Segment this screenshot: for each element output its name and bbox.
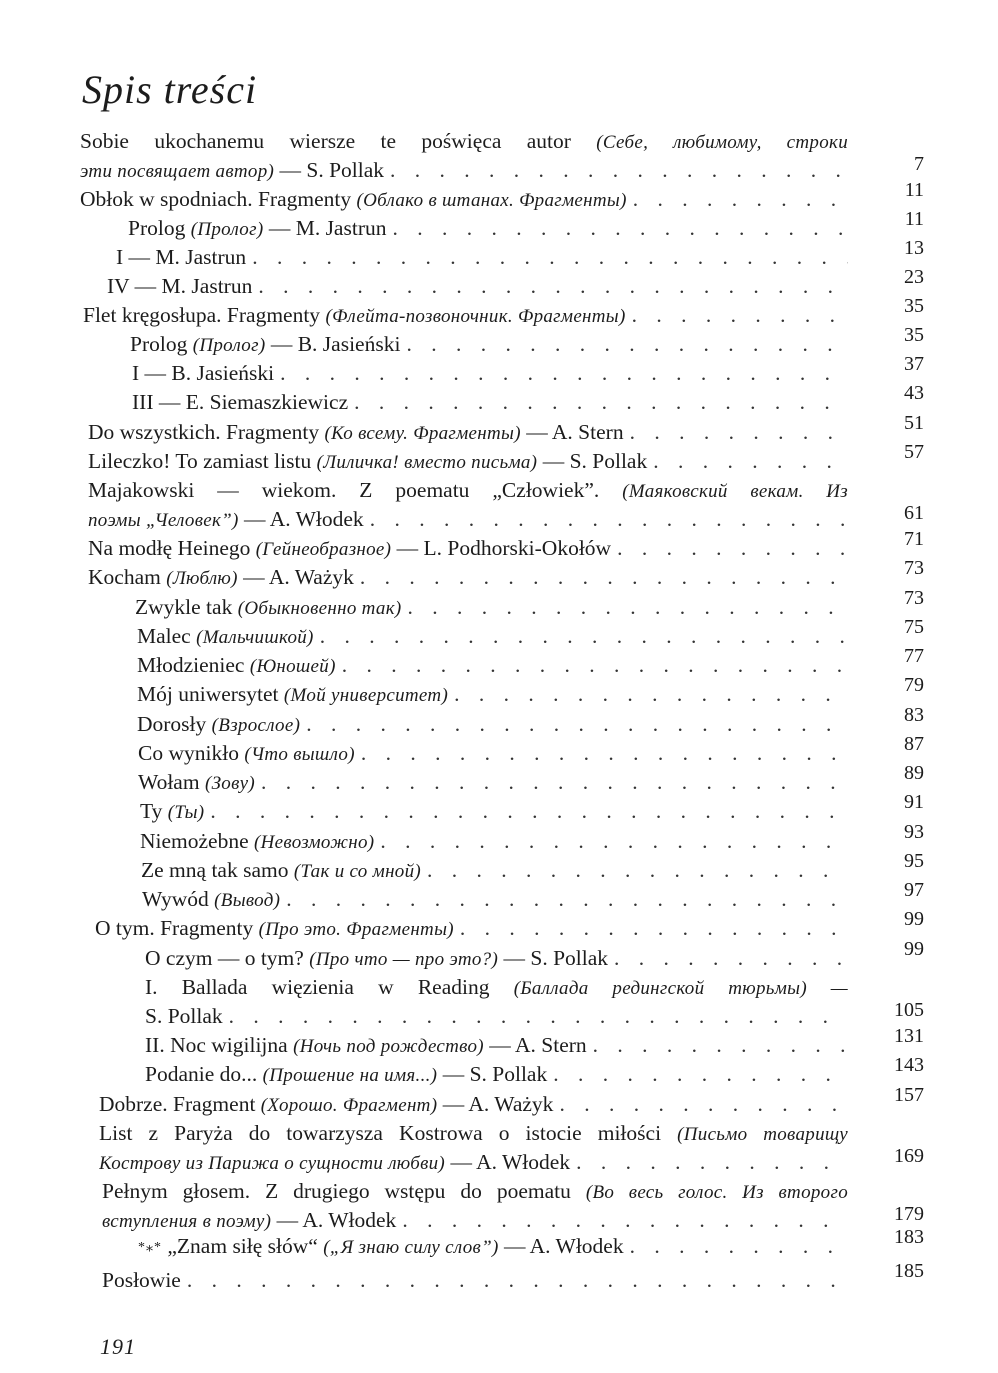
toc-entry-line bbox=[88, 505, 848, 533]
entry-page-number: 97 bbox=[904, 879, 924, 901]
entry-page-number: 89 bbox=[904, 762, 924, 784]
toc-entry-line bbox=[80, 127, 848, 155]
toc-entry bbox=[138, 1226, 998, 1260]
entry-translator: — A. Ważyk bbox=[243, 565, 354, 589]
toc-entry bbox=[140, 791, 998, 825]
entry-page-number: 143 bbox=[894, 1054, 924, 1076]
toc-entry bbox=[88, 412, 998, 446]
entry-title: Wywód bbox=[142, 887, 209, 911]
entry-russian-title: (Прошение на имя...) bbox=[262, 1065, 438, 1086]
entry-russian-title: (Ко всему. Фрагменты) bbox=[324, 423, 521, 444]
dot-leader bbox=[342, 651, 848, 679]
dot-leader bbox=[252, 243, 848, 271]
entry-title: Posłowie bbox=[102, 1268, 181, 1292]
toc-entry-line bbox=[140, 827, 848, 855]
toc-entry bbox=[145, 973, 998, 1028]
dot-leader bbox=[390, 156, 848, 184]
toc-entry bbox=[137, 645, 998, 679]
dot-leader bbox=[392, 214, 848, 242]
entry-title: Do wszystkich. Fragmenty bbox=[88, 420, 320, 444]
entry-title: „Znam siłę słów“ bbox=[167, 1234, 318, 1258]
entry-russian-title: (Гейнеобразное) bbox=[255, 539, 392, 560]
toc-entry bbox=[88, 557, 998, 591]
entry-russian-title: (Люблю) bbox=[166, 568, 238, 589]
dot-leader bbox=[460, 914, 848, 942]
entry-russian-title: (Ты) bbox=[167, 802, 205, 823]
toc-entry-line bbox=[135, 593, 848, 621]
entry-russian-title: (Мой университет) bbox=[283, 685, 449, 706]
toc-entry bbox=[138, 762, 998, 796]
dot-leader bbox=[229, 1002, 848, 1030]
toc-entry-line bbox=[80, 156, 848, 184]
dot-leader bbox=[210, 797, 848, 825]
dot-leader bbox=[360, 563, 848, 591]
entry-translator: — S. Pollak bbox=[442, 1062, 548, 1086]
toc-entry-line bbox=[132, 388, 848, 416]
entry-page-number: 83 bbox=[904, 704, 924, 726]
toc-entry bbox=[137, 616, 998, 650]
dot-leader bbox=[653, 447, 848, 475]
entry-title: Zwykle tak bbox=[135, 595, 233, 619]
entry-page-number: 11 bbox=[904, 179, 924, 201]
dot-leader bbox=[593, 1031, 848, 1059]
toc-entry-line bbox=[116, 243, 848, 271]
toc-entry bbox=[141, 850, 998, 884]
entry-title: Niemożebne bbox=[140, 829, 249, 853]
toc-entry bbox=[130, 324, 998, 358]
entry-russian-title: поэмы „Человек”) bbox=[88, 510, 239, 531]
entry-translator: — L. Podhorski-Okołów bbox=[396, 536, 612, 560]
entry-russian-title: (Пролог) bbox=[190, 219, 264, 240]
entry-title: Podanie do... bbox=[145, 1062, 258, 1086]
entry-title: I — B. Jasieński bbox=[132, 361, 275, 385]
entry-russian-title: (Ночь под рождество) bbox=[293, 1036, 484, 1057]
entry-translator: — A. Stern bbox=[526, 420, 624, 444]
toc-entry bbox=[132, 353, 998, 387]
dot-leader bbox=[258, 272, 848, 300]
toc-entry-line bbox=[137, 710, 848, 738]
toc-entry-line bbox=[80, 185, 848, 213]
entry-page-number: 169 bbox=[894, 1145, 924, 1167]
entry-title: I. Ballada więzienia w Reading bbox=[145, 975, 490, 999]
dot-leader bbox=[633, 185, 848, 213]
entry-translator: — S. Pollak bbox=[503, 946, 609, 970]
entry-translator: — A. Ważyk bbox=[442, 1092, 554, 1116]
entry-title: List z Paryża do towarzysza Kostrowa o istocie miłości bbox=[99, 1121, 662, 1145]
toc-entry-line bbox=[137, 651, 848, 679]
entry-title: Flet kręgosłupa. Fragmenty bbox=[83, 303, 321, 327]
entry-page-number: 23 bbox=[904, 266, 924, 288]
dot-leader bbox=[280, 359, 848, 387]
entry-page-number: 73 bbox=[904, 557, 924, 579]
dot-leader bbox=[261, 768, 848, 796]
entry-russian-title: (Письмо товарищу bbox=[677, 1124, 848, 1145]
toc-entry bbox=[145, 1025, 998, 1059]
entry-translator: — A. Włodek bbox=[450, 1150, 571, 1174]
entry-page-number: 77 bbox=[904, 645, 924, 667]
entry-page-number: 99 bbox=[904, 908, 924, 930]
entry-page-number: 75 bbox=[904, 616, 924, 638]
dot-leader bbox=[630, 418, 848, 446]
dot-leader bbox=[614, 944, 848, 972]
entry-title: III — E. Siemaszkiewicz bbox=[132, 390, 349, 414]
entry-russian-title: (Про это. Фрагменты) bbox=[258, 919, 454, 940]
toc-entry-line bbox=[138, 768, 848, 796]
dot-leader bbox=[553, 1060, 848, 1088]
toc-entry-line bbox=[140, 797, 848, 825]
entry-page-number: 183 bbox=[894, 1226, 924, 1248]
entry-title: Młodzieniec bbox=[137, 653, 245, 677]
entry-page-number: 131 bbox=[894, 1025, 924, 1047]
entry-title: O tym. Fragmenty bbox=[95, 916, 254, 940]
entry-page-number: 185 bbox=[894, 1260, 924, 1282]
toc-entry-line bbox=[83, 301, 848, 329]
entry-russian-title: (Во весь голос. Из второго bbox=[585, 1182, 848, 1203]
entry-title: Prolog bbox=[128, 216, 186, 240]
toc-entry-line bbox=[138, 739, 848, 767]
entry-page-number: 7 bbox=[914, 153, 924, 175]
entry-russian-title: (Так и со мной) bbox=[293, 861, 422, 882]
toc-entry-line bbox=[128, 214, 848, 242]
toc-entry bbox=[140, 821, 998, 855]
entry-page-number: 73 bbox=[904, 587, 924, 609]
entry-page-number: 37 bbox=[904, 353, 924, 375]
entry-russian-title: (Про что — про это?) bbox=[309, 949, 499, 970]
entry-translator: — S. Pollak bbox=[542, 449, 648, 473]
toc-entry bbox=[102, 1260, 998, 1294]
entry-translator: — M. Jastrun bbox=[268, 216, 387, 240]
entry-title: Obłok w spodniach. Fragmenty bbox=[80, 187, 352, 211]
entry-title: Sobie ukochanemu wiersze te poświęca autor bbox=[80, 129, 571, 153]
dot-leader bbox=[576, 1148, 848, 1176]
entry-russian-title: (Флейта-позвоночник. Фрагменты) bbox=[325, 306, 626, 327]
entry-title: Dobrze. Fragment bbox=[99, 1092, 256, 1116]
toc-entry bbox=[128, 208, 998, 242]
dot-leader bbox=[630, 1232, 848, 1260]
entry-translator: — S. Pollak bbox=[279, 158, 385, 182]
entry-title: Wołam bbox=[138, 770, 200, 794]
toc-entry bbox=[102, 1177, 998, 1232]
toc-entry-line bbox=[88, 563, 848, 591]
toc-entry-line bbox=[99, 1090, 848, 1118]
toc-entry bbox=[137, 674, 998, 708]
entry-title: Lileczko! To zamiast listu bbox=[88, 449, 312, 473]
toc-entry-line bbox=[88, 476, 848, 504]
entry-page-number: 157 bbox=[894, 1084, 924, 1106]
entry-page-number: 179 bbox=[894, 1203, 924, 1225]
entry-title: Co wynikło bbox=[138, 741, 239, 765]
toc-entry bbox=[80, 127, 998, 182]
toc-entry-line bbox=[95, 914, 848, 942]
toc-entry-line bbox=[138, 1232, 848, 1260]
page-title: Spis treści bbox=[82, 67, 258, 112]
toc-entry-line bbox=[102, 1177, 848, 1205]
entry-title: IV — M. Jastrun bbox=[107, 274, 253, 298]
toc-entry bbox=[132, 382, 998, 416]
entry-russian-title: эти посвящает автор) bbox=[80, 161, 275, 182]
toc-entry-line bbox=[145, 1031, 848, 1059]
entry-page-number: 99 bbox=[904, 938, 924, 960]
toc-entry bbox=[135, 587, 998, 621]
entry-russian-title: вступления в поэму) bbox=[102, 1211, 272, 1232]
toc-entry-line bbox=[130, 330, 848, 358]
entry-title: Na modłę Heinego bbox=[88, 536, 251, 560]
toc-entry-line bbox=[102, 1206, 848, 1234]
entry-page-number: 91 bbox=[904, 791, 924, 813]
entry-page-number: 51 bbox=[904, 412, 924, 434]
entry-page-number: 57 bbox=[904, 441, 924, 463]
toc-entry-line bbox=[145, 1060, 848, 1088]
toc-entry-line bbox=[145, 973, 848, 1001]
entry-title: Dorosły bbox=[137, 712, 207, 736]
entry-page-number: 13 bbox=[904, 237, 924, 259]
toc-entry-line bbox=[88, 418, 848, 446]
toc-entry bbox=[116, 237, 998, 271]
dot-leader bbox=[286, 885, 848, 913]
toc-entry bbox=[142, 879, 998, 913]
entry-translator: — A. Włodek bbox=[276, 1208, 397, 1232]
entry-russian-title: (Себе, любимому, строки bbox=[596, 132, 848, 153]
toc-entry-line bbox=[141, 856, 848, 884]
dot-leader bbox=[617, 534, 848, 562]
entry-russian-title: (Мальчишкой) bbox=[196, 627, 314, 648]
entry-title: Pełnym głosem. Z drugiego wstępu do poematu bbox=[102, 1179, 571, 1203]
entry-title: II. Noc wigilijna bbox=[145, 1033, 288, 1057]
entry-russian-title: („Я знаю силу слов”) bbox=[323, 1237, 499, 1258]
toc-entry-line bbox=[137, 680, 848, 708]
toc-entry-line bbox=[88, 534, 848, 562]
entry-title: Majakowski — wiekom. Z poematu „Człowiek”. bbox=[88, 478, 600, 502]
entry-russian-title: (Баллада редингской тюрьмы) — bbox=[513, 978, 848, 999]
entry-page-number: 71 bbox=[904, 528, 924, 550]
toc-entry bbox=[99, 1084, 998, 1118]
entry-russian-title: (Невозможно) bbox=[254, 832, 375, 853]
entry-title: Ze mną tak samo bbox=[141, 858, 289, 882]
dot-leader bbox=[361, 739, 848, 767]
dot-leader bbox=[559, 1090, 848, 1118]
entry-page-number: 43 bbox=[904, 382, 924, 404]
dot-leader bbox=[632, 301, 848, 329]
toc-entry bbox=[138, 733, 998, 767]
page-number: 191 bbox=[100, 1334, 136, 1359]
toc-entry-line bbox=[99, 1148, 848, 1176]
toc-entry-line bbox=[107, 272, 848, 300]
toc-entry bbox=[99, 1119, 998, 1174]
entry-russian-title: (Маяковский векам. Из bbox=[622, 481, 848, 502]
entry-russian-title: (Вывод) bbox=[214, 890, 281, 911]
entry-russian-title: (Пролог) bbox=[192, 335, 266, 356]
toc-entry bbox=[88, 528, 998, 562]
toc-entry bbox=[145, 938, 998, 972]
toc-entry bbox=[88, 476, 998, 531]
entry-russian-title: (Лиличка! вместо письма) bbox=[316, 452, 538, 473]
entry-translator: — A. Włodek bbox=[503, 1234, 624, 1258]
entry-russian-title: (Взрослое) bbox=[211, 715, 301, 736]
entry-russian-title: (Облако в штанах. Фрагменты) bbox=[356, 190, 627, 211]
dot-leader bbox=[408, 593, 848, 621]
dot-leader bbox=[402, 1206, 848, 1234]
dot-leader bbox=[406, 330, 848, 358]
dot-leader bbox=[370, 505, 848, 533]
entry-page-number: 87 bbox=[904, 733, 924, 755]
toc-entry bbox=[83, 295, 998, 329]
dot-leader bbox=[306, 710, 848, 738]
entry-page-number: 35 bbox=[904, 324, 924, 346]
entry-russian-title: (Что вышло) bbox=[244, 744, 355, 765]
entry-russian-title: (Обыкновенно так) bbox=[237, 598, 402, 619]
entry-page-number: 11 bbox=[904, 208, 924, 230]
entry-russian-title: (Хорошо. Фрагмент) bbox=[260, 1095, 438, 1116]
toc-entry bbox=[80, 179, 998, 213]
entry-title: I — M. Jastrun bbox=[116, 245, 247, 269]
entry-page-number: 95 bbox=[904, 850, 924, 872]
dot-leader bbox=[454, 680, 848, 708]
entry-title: O czym — o tym? bbox=[145, 946, 304, 970]
toc-entry-line bbox=[142, 885, 848, 913]
entry-russian-title: (Юношей) bbox=[249, 656, 336, 677]
entry-title: Prolog bbox=[130, 332, 188, 356]
entry-translator: — A. Włodek bbox=[244, 507, 364, 531]
toc-entry bbox=[137, 704, 998, 738]
dot-leader bbox=[380, 827, 848, 855]
toc-entry-line bbox=[102, 1266, 848, 1294]
entry-page-number: 105 bbox=[894, 999, 924, 1021]
entry-page-number: 35 bbox=[904, 295, 924, 317]
entry-translator: S. Pollak bbox=[145, 1004, 223, 1028]
dot-leader bbox=[320, 622, 848, 650]
entry-title: Ty bbox=[140, 799, 163, 823]
toc-entry bbox=[145, 1054, 998, 1088]
toc-entry-line bbox=[132, 359, 848, 387]
toc-entry-line bbox=[145, 944, 848, 972]
dot-leader bbox=[427, 856, 848, 884]
toc-entry-line bbox=[145, 1002, 848, 1030]
toc-entry bbox=[95, 908, 998, 942]
entry-page-number: 79 bbox=[904, 674, 924, 696]
toc-entry bbox=[107, 266, 998, 300]
asterism-icon: *⁎* bbox=[138, 1240, 162, 1255]
entry-title: Mój uniwersytet bbox=[137, 682, 279, 706]
entry-title: Malec bbox=[137, 624, 191, 648]
dot-leader bbox=[187, 1266, 848, 1294]
toc-entry-line bbox=[137, 622, 848, 650]
toc-entry-line bbox=[88, 447, 848, 475]
toc-entry-line bbox=[99, 1119, 848, 1147]
entry-russian-title: Кострову из Парижа о сущности любви) bbox=[99, 1153, 446, 1174]
entry-page-number: 93 bbox=[904, 821, 924, 843]
entry-russian-title: (Зову) bbox=[204, 773, 255, 794]
entry-title: Kocham bbox=[88, 565, 161, 589]
toc-entry bbox=[88, 441, 998, 475]
entry-page-number: 61 bbox=[904, 502, 924, 524]
entry-translator: — A. Stern bbox=[489, 1033, 587, 1057]
entry-translator: — B. Jasieński bbox=[270, 332, 401, 356]
dot-leader bbox=[354, 388, 848, 416]
